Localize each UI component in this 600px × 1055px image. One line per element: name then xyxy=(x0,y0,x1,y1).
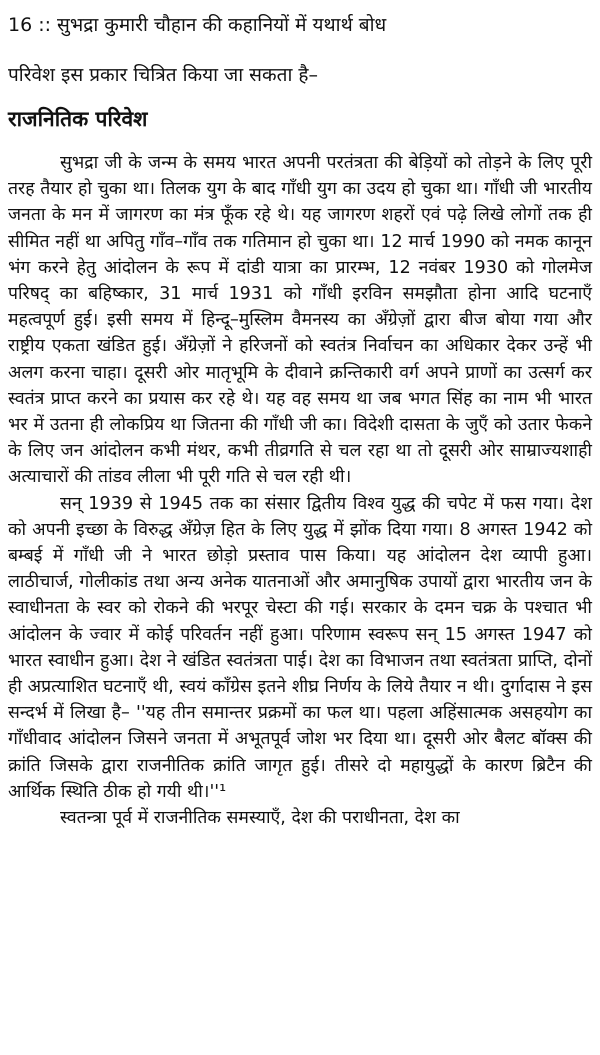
section-heading: राजनितिक परिवेश xyxy=(8,107,148,131)
body-text xyxy=(8,150,592,831)
paragraph-2: सन् 1939 से 1945 तक का संसार द्वितीय विश्व युद्ध की चपेट में फस गया। देश को अपनी इच्छा के विरुद्ध अँग्रेज़ हित के लिए युद्ध में झोंक दिया गया। 8 अगस्त 1942 को बम्बई में गाँधी जी ने भारत छोड़ो प्रस्ताव पास किया। यह आंदोलन देश व्यापी हुआ। लाठीचार्ज, गोलीकांड तथा अन्य अनेक यातनाओं और अमानुषिक उपायों द्वारा भारतीय जन के स्वाधीनता के स्वर को रोकने की भरपूर चेस्टा की गई। सरकार के दमन चक्र के पश्चात भी आंदोलन के ज्वार में कोई परिवर्तन नहीं हुआ। परिणाम स्वरूप सन् 15 अगस्त 1947 को भारत स्वाधीन हुआ। देश ने खंडित स्वतंत्रता पाई। देश का विभाजन तथा स्वतंत्रता प्राप्ति, दोनों ही अप्रत्याशित घटनाएँ थी, स्वयं काँग्रेस इतने शीघ्र निर्णय के लिये तैयार न थी। दुर्गादास ने इस सन्दर्भ में लिखा है– ''यह तीन समान्तर प्रक्रमों का फल था। पहला अहिंसात्मक असहयोग का गाँधीवाद आंदोलन जिसने जनता में अभूतपूर्व जोश भर दिया था। दूसरी ओर बैलट बॉक्स की क्रांति जिसके द्वारा राजनीतिक क्रांति जागृत हुई। तीसरे दो महायुद्धों के कारण ब्रिटैन की आर्थिक स्थिति ठीक हो गयी थी।''¹ xyxy=(8,493,592,802)
paragraph-3: स्वतन्त्रा पूर्व में राजनीतिक समस्याएँ, देश की पराधीनता, देश का xyxy=(60,808,460,829)
paragraph-1: सुभद्रा जी के जन्म के समय भारत अपनी परतंत्रता की बेड़ियों को तोड़ने के लिए पूरी तरह तैयार हो चुका था। तिलक युग के बाद गाँधी युग का उदय हो चुका था। गाँधी जी भारतीय जनता के मन में जागरण का मंत्र फूँक रहे थे। यह जागरण शहरों एवं पढ़े लिखे लोगों तक ही सीमित नहीं था अपितु गाँव–गाँव तक गतिमान हो चुका था। 12 मार्च 1990 को नमक कानून भंग करने हेतु आंदोलन के रूप में दांडी यात्रा का प्रारम्भ, 12 नवंबर 1930 को गोलमेज परिषद् का बहिष्कार, 31 मार्च 1931 को गाँधी इरविन समझौता होना आदि घटनाएँ महत्वपूर्ण हुई। इसी समय में हिन्दू–मुस्लिम वैमनस्य का अँग्रेज़ों द्वारा बीज बोया गया और राष्ट्रीय एकता खंडित हुई। अँग्रेज़ों ने हरिजनों को स्वतंत्र निर्वाचन का अधिकार देकर उन्हें भी अलग करना चाहा। दूसरी ओर मातृभूमि के दीवाने क्रन्तिकारी वर्ग अपने प्राणों का उत्सर्ग कर स्वतंत्र प्राप्त करने का प्रयास कर रहे थे। यह वह समय था जब भगत सिंह का नाम भी भारत भर में उतना ही लोकप्रिय था जितना की गाँधी जी का। विदेशी दासता के जुएँ को उतार फेकने के लिए जन आंदोलन कभी मंथर, कभी तीव्रगति से चल रहा था तो दूसरी ओर साम्राज्यशाही अत्याचारों की तांडव लीला भी पूरी गति से चल रही थी। xyxy=(8,153,592,488)
intro-sentence: परिवेश इस प्रकार चित्रित किया जा सकता है– xyxy=(8,64,318,86)
running-header: 16 :: सुभद्रा कुमारी चौहान की कहानियों में यथार्थ बोध xyxy=(8,14,387,36)
